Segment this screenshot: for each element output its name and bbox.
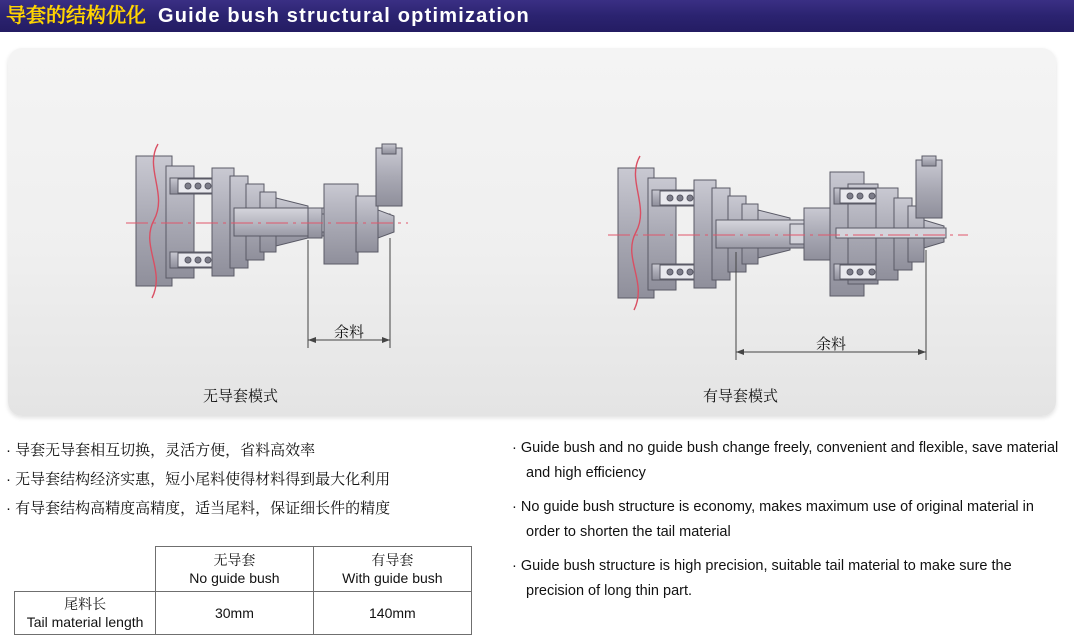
bullet-cn-3: · 有导套结构高精度高精度，适当尾料，保证细长件的精度 bbox=[6, 500, 391, 517]
left-machine-assembly bbox=[136, 144, 402, 298]
table-row-label-en: Tail material length bbox=[26, 614, 144, 630]
tail-material-table bbox=[14, 546, 472, 635]
bullet-cn-1: · 导套无导套相互切换，灵活方便，省料高效率 bbox=[6, 442, 316, 459]
table-header-no-guide-bush-en: No guide bush bbox=[189, 570, 280, 586]
chinese-bullet-list bbox=[6, 436, 496, 523]
table-header-with-guide-bush-en: With guide bush bbox=[342, 570, 443, 586]
left-dimension-label: 余料 bbox=[333, 324, 365, 341]
table-cell-no-guide-bush-value: 30mm bbox=[156, 592, 314, 635]
bullet-cn-2: · 无导套结构经济实惠，短小尾料使得材料得到最大化利用 bbox=[6, 471, 391, 488]
table-header-with-guide-bush-cn: 有导套 bbox=[371, 552, 414, 568]
bullet-en-3: · Guide bush structure is high precision, suitable tail material to make sure the precision of long thin part. bbox=[512, 558, 1012, 599]
english-bullet-list bbox=[512, 436, 1068, 613]
table-cell-with-guide-bush-value: 140mm bbox=[313, 592, 471, 635]
table-row-label bbox=[15, 592, 156, 635]
table-row-header bbox=[15, 547, 472, 592]
table-header-blank bbox=[15, 547, 156, 592]
title-chinese: 导套的结构优化 bbox=[6, 5, 146, 27]
table-row-label-cn: 尾料长 bbox=[64, 596, 107, 612]
table-row bbox=[15, 592, 472, 635]
table-header-no-guide-bush-cn: 无导套 bbox=[213, 552, 256, 568]
machine-diagram bbox=[8, 48, 1056, 416]
left-figure-caption: 无导套模式 bbox=[203, 388, 279, 405]
right-machine-assembly bbox=[618, 156, 946, 310]
bullet-en-2: · No guide bush structure is economy, makes maximum use of original material in order to shorten the tail material bbox=[512, 499, 1034, 540]
right-figure-caption: 有导套模式 bbox=[703, 388, 779, 405]
bullet-en-1: · Guide bush and no guide bush change freely, convenient and flexible, save material and high efficiency bbox=[512, 440, 1059, 481]
right-dimension-label: 余料 bbox=[815, 336, 847, 353]
title-bar bbox=[0, 0, 1074, 32]
table-header-with-guide-bush bbox=[313, 547, 471, 592]
title-english: Guide bush structural optimization bbox=[158, 5, 530, 27]
figure-panel bbox=[8, 48, 1056, 416]
table-header-no-guide-bush bbox=[156, 547, 314, 592]
